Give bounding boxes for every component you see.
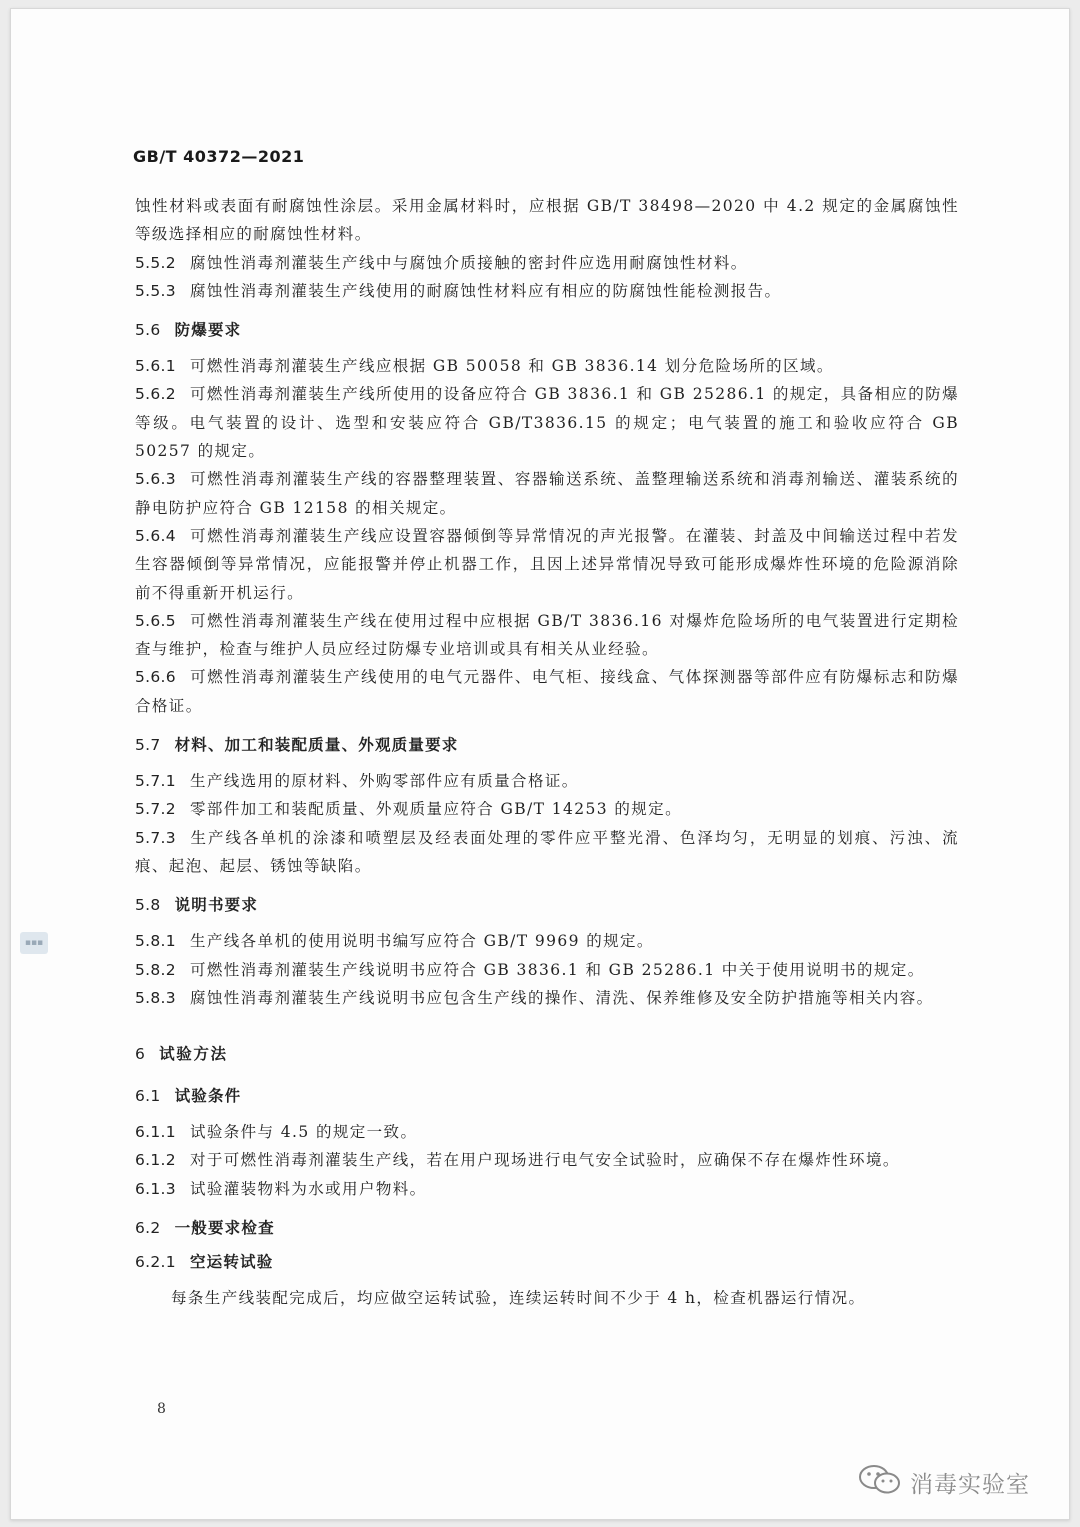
- chapter-heading: 6 试验方法: [135, 1045, 228, 1064]
- clause: 5.6.6 可燃性消毒剂灌装生产线使用的电气元器件、电气柜、接线盒、气体探测器等部件应有防爆标志和防爆合格证。: [135, 668, 959, 715]
- clause-number: 6.1.2: [135, 1151, 176, 1170]
- watermark-text: 消毒实验室: [910, 1471, 1030, 1498]
- clause: 5.7.2 零部件加工和装配质量、外观质量应符合 GB/T 14253 的规定。: [135, 800, 682, 819]
- clause: 5.8.3 腐蚀性消毒剂灌装生产线说明书应包含生产线的操作、清洗、保养维修及安全防护措施等相关内容。: [135, 988, 934, 1007]
- clause: 5.6.2 可燃性消毒剂灌装生产线所使用的设备应符合 GB 3836.1 和 GB 25286.1 的规定，具备相应的防爆等级。电气装置的设计、选型和安装应符合 GB/T3836.15 的规定；电气装置的施工和验收应符合 GB 50257 的规定。: [135, 385, 959, 461]
- clause: 5.7.1 生产线选用的原材料、外购零部件应有质量合格证。: [135, 772, 579, 791]
- clause: 6.1.1 试验条件与 4.5 的规定一致。: [135, 1123, 418, 1142]
- clause: 6.1.2 对于可燃性消毒剂灌装生产线，若在用户现场进行电气安全试验时，应确保不存在爆炸性环境。: [135, 1151, 900, 1170]
- section-heading: 5.7 材料、加工和装配质量、外观质量要求: [135, 736, 459, 755]
- clause-number: 5.6.3: [135, 470, 176, 489]
- clause-number: 5.6.1: [135, 357, 176, 376]
- clause: 5.6.4 可燃性消毒剂灌装生产线应设置容器倾倒等异常情况的声光报警。在灌装、封盖及中间输送过程中若发生容器倾倒等异常情况，应能报警并停止机器工作，且因上述异常情况导致可能形成爆炸性环境的危险源消除前不得重新开机运行。: [135, 526, 959, 602]
- section-heading: 5.6 防爆要求: [135, 321, 242, 340]
- side-tab-marker: ▪▪▪: [20, 932, 48, 954]
- clause: 5.5.2 腐蚀性消毒剂灌装生产线中与腐蚀介质接触的密封件应选用耐腐蚀性材料。: [135, 253, 748, 272]
- clause: 5.5.3 腐蚀性消毒剂灌装生产线使用的耐腐蚀性材料应有相应的防腐蚀性能检测报告。: [135, 281, 782, 300]
- wechat-icon: [858, 1464, 902, 1500]
- clause: 5.7.3 生产线各单机的涂漆和喷塑层及经表面处理的零件应平整光滑、色泽均匀，无明显的划痕、污浊、流痕、起泡、起层、锈蚀等缺陷。: [135, 828, 959, 875]
- page-number: 8: [157, 1401, 166, 1417]
- document-body: [135, 192, 959, 1312]
- section-heading: 5.8 说明书要求: [135, 896, 259, 915]
- clause: 6.1.3 试验灌装物料为水或用户物料。: [135, 1179, 427, 1198]
- subsection-heading: 6.2.1 空运转试验: [135, 1253, 274, 1272]
- clause-number: 6.1.3: [135, 1179, 176, 1198]
- clause-number: 5.8.3: [135, 988, 176, 1007]
- clause: 5.8.1 生产线各单机的使用说明书编写应符合 GB/T 9969 的规定。: [135, 932, 654, 951]
- clause-number: 5.5.2: [135, 253, 176, 272]
- clause-number: 5.7.2: [135, 800, 176, 819]
- clause-number: 5.6.6: [135, 668, 176, 687]
- clause-number: 5.8.1: [135, 932, 176, 951]
- watermark: [858, 1464, 1030, 1500]
- section-heading: 6.2 一般要求检查: [135, 1219, 275, 1238]
- clause-number: 5.8.2: [135, 960, 176, 979]
- section-heading: 6.1 试验条件: [135, 1087, 242, 1106]
- clause-number: 5.7.3: [135, 828, 176, 847]
- document-page: [10, 8, 1070, 1520]
- clause-number: 6.1.1: [135, 1123, 176, 1142]
- standard-number: GB/T 40372—2021: [133, 147, 305, 166]
- paragraph: 每条生产线装配完成后，均应做空运转试验，连续运转时间不少于 4 h，检查机器运行情况。: [171, 1289, 866, 1308]
- clause: 5.6.5 可燃性消毒剂灌装生产线在使用过程中应根据 GB/T 3836.16 对爆炸危险场所的电气装置进行定期检查与维护，检查与维护人员应经过防爆专业培训或具有相关从业经验。: [135, 611, 959, 659]
- clause-number: 5.5.3: [135, 281, 176, 300]
- clause-number: 5.6.5: [135, 611, 176, 630]
- clause: 5.6.3 可燃性消毒剂灌装生产线的容器整理装置、容器输送系统、盖整理输送系统和消毒剂输送、灌装系统的静电防护应符合 GB 12158 的相关规定。: [135, 470, 959, 517]
- clause-number: 5.7.1: [135, 772, 176, 791]
- clause-number: 5.6.4: [135, 526, 176, 545]
- clause: 5.8.2 可燃性消毒剂灌装生产线说明书应符合 GB 3836.1 和 GB 25286.1 中关于使用说明书的规定。: [135, 960, 925, 979]
- clause: 5.6.1 可燃性消毒剂灌装生产线应根据 GB 50058 和 GB 3836.14 划分危险场所的区域。: [135, 357, 834, 376]
- paragraph: 蚀性材料或表面有耐腐蚀性涂层。采用金属材料时，应根据 GB/T 38498—2020 中 4.2 规定的金属腐蚀性等级选择相应的耐腐蚀性材料。: [135, 197, 959, 244]
- clause-number: 5.6.2: [135, 385, 176, 404]
